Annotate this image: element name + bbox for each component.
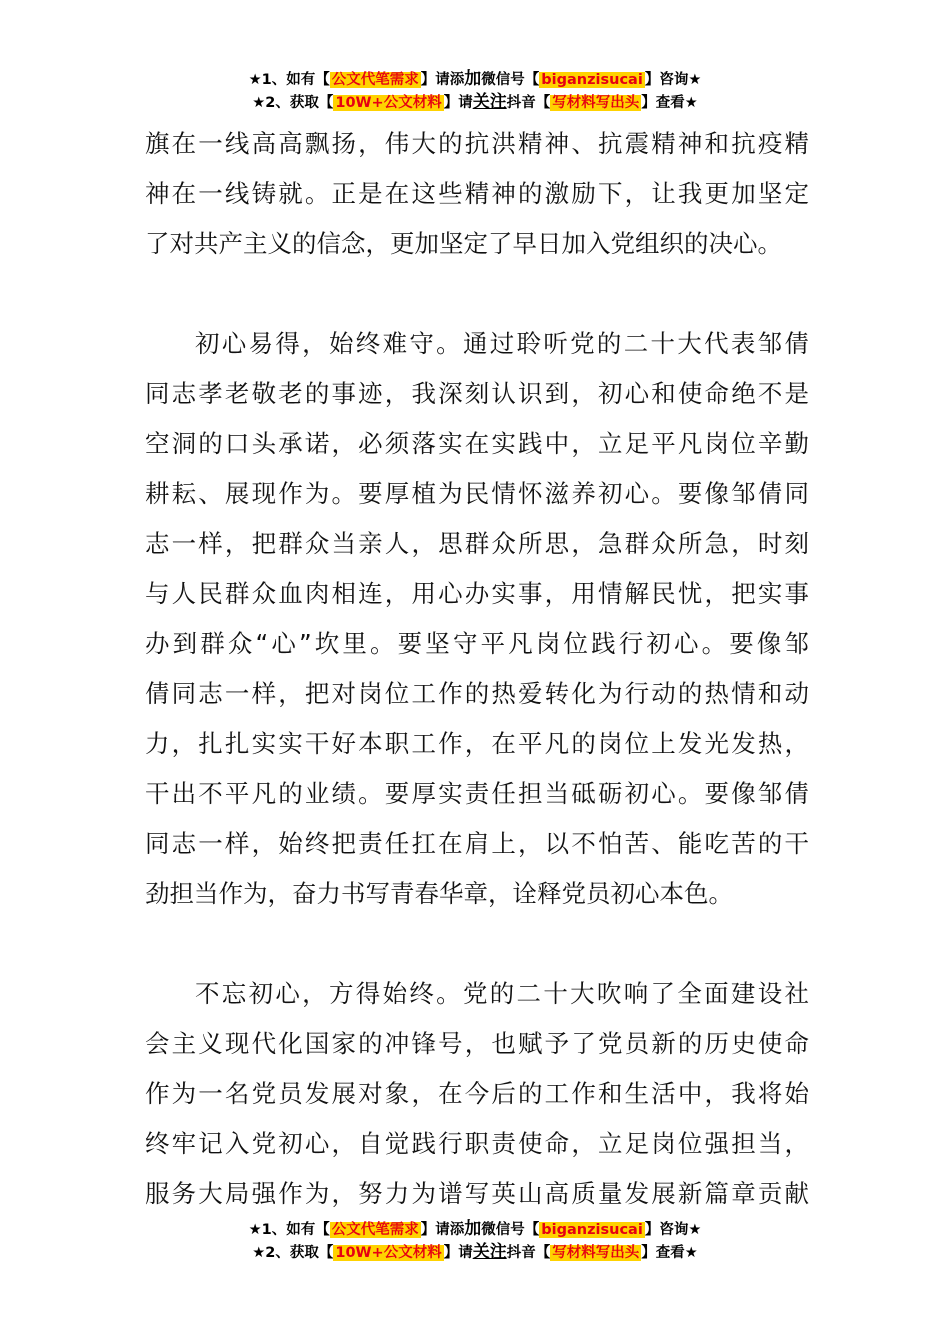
text-line: 劲担当作为，奋力书写青春华章，诠释党员初心本色。: [145, 879, 733, 908]
text-line: 干出不平凡的业绩。要厚实责任担当砥砺初心。要像邹倩: [145, 779, 809, 808]
bottom-banner: [0, 1218, 950, 1264]
text-line: 旗在一线高高飘扬，伟大的抗洪精神、抗震精神和抗疫精: [145, 129, 809, 158]
banner-highlight-service: 公文代笔需求: [331, 72, 419, 88]
banner-highlight-wechat-id: biganzisucai: [541, 72, 643, 88]
text-line: 同志一样，始终把责任扛在肩上，以不怕苦、能吃苦的干: [145, 829, 809, 858]
text-line: 神在一线铸就。正是在这些精神的激励下，让我更加坚定: [145, 179, 809, 208]
text-line: 了对共产主义的信念，更加坚定了早日加入党组织的决心。: [145, 229, 782, 258]
text-line: 作为一名党员发展对象，在今后的工作和生活中，我将始: [145, 1079, 809, 1108]
text-line: 与人民群众血肉相连，用心办实事，用情解民忧，把实事: [145, 579, 809, 608]
banner-highlight-materials: 10W+公文材料: [335, 1245, 442, 1261]
text-line: 同志孝老敬老的事迹，我深刻认识到，初心和使命绝不是: [145, 379, 809, 408]
banner-highlight-douyin: 写材料写出头: [552, 95, 640, 111]
banner-highlight-service: 公文代笔需求: [331, 1222, 419, 1238]
text-line: 空洞的口头承诺，必须落实在实践中，立足平凡岗位辛勤: [145, 429, 809, 458]
text-line: 耕耘、展现作为。要厚植为民情怀滋养初心。要像邹倩同: [145, 479, 809, 508]
text-line: 终牢记入党初心，自觉践行职责使命，立足岗位强担当，: [145, 1129, 809, 1158]
text-line: 办到群众“心”坎里。要坚守平凡岗位践行初心。要像邹: [145, 629, 809, 658]
banner-line-1: ★1、如有【 公文代笔需求 】请添加微信号【 biganzisucai 】咨询★: [248, 69, 702, 89]
banner-line-2: ★2、获取【 10W+公文材料 】请关注抖音【 写材料写出头 】查看★: [252, 92, 698, 112]
banner-highlight-douyin: 写材料写出头: [552, 1245, 640, 1261]
banner-highlight-materials: 10W+公文材料: [335, 95, 442, 111]
text-line: 会主义现代化国家的冲锋号，也赋予了党员新的历史使命: [145, 1029, 809, 1058]
paragraph-never-forget: [145, 969, 809, 1219]
text-line: 倩同志一样，把对岗位工作的热爱转化为行动的热情和动: [145, 679, 809, 708]
text-line: 服务大局强作为，努力为谱写英山高质量发展新篇章贡献: [145, 1179, 809, 1208]
text-line: 力，扎扎实实干好本职工作，在平凡的岗位上发光发热，: [145, 729, 809, 758]
text-line: 志一样，把群众当亲人，思群众所思，急群众所急，时刻: [145, 529, 809, 558]
banner-highlight-wechat-id: biganzisucai: [541, 1222, 643, 1238]
top-banner: [0, 68, 950, 114]
banner-line-2: ★2、获取【 10W+公文材料 】请关注抖音【 写材料写出头 】查看★: [252, 1242, 698, 1262]
paragraph-continuation: [145, 119, 809, 269]
text-line: 初心易得，始终难守。通过聆听党的二十大代表邹倩: [195, 329, 809, 358]
paragraph-original-aspiration: [145, 319, 809, 919]
text-line: 不忘初心，方得始终。党的二十大吹响了全面建设社: [195, 979, 809, 1008]
banner-line-1: ★1、如有【 公文代笔需求 】请添加微信号【 biganzisucai 】咨询★: [248, 1219, 702, 1239]
